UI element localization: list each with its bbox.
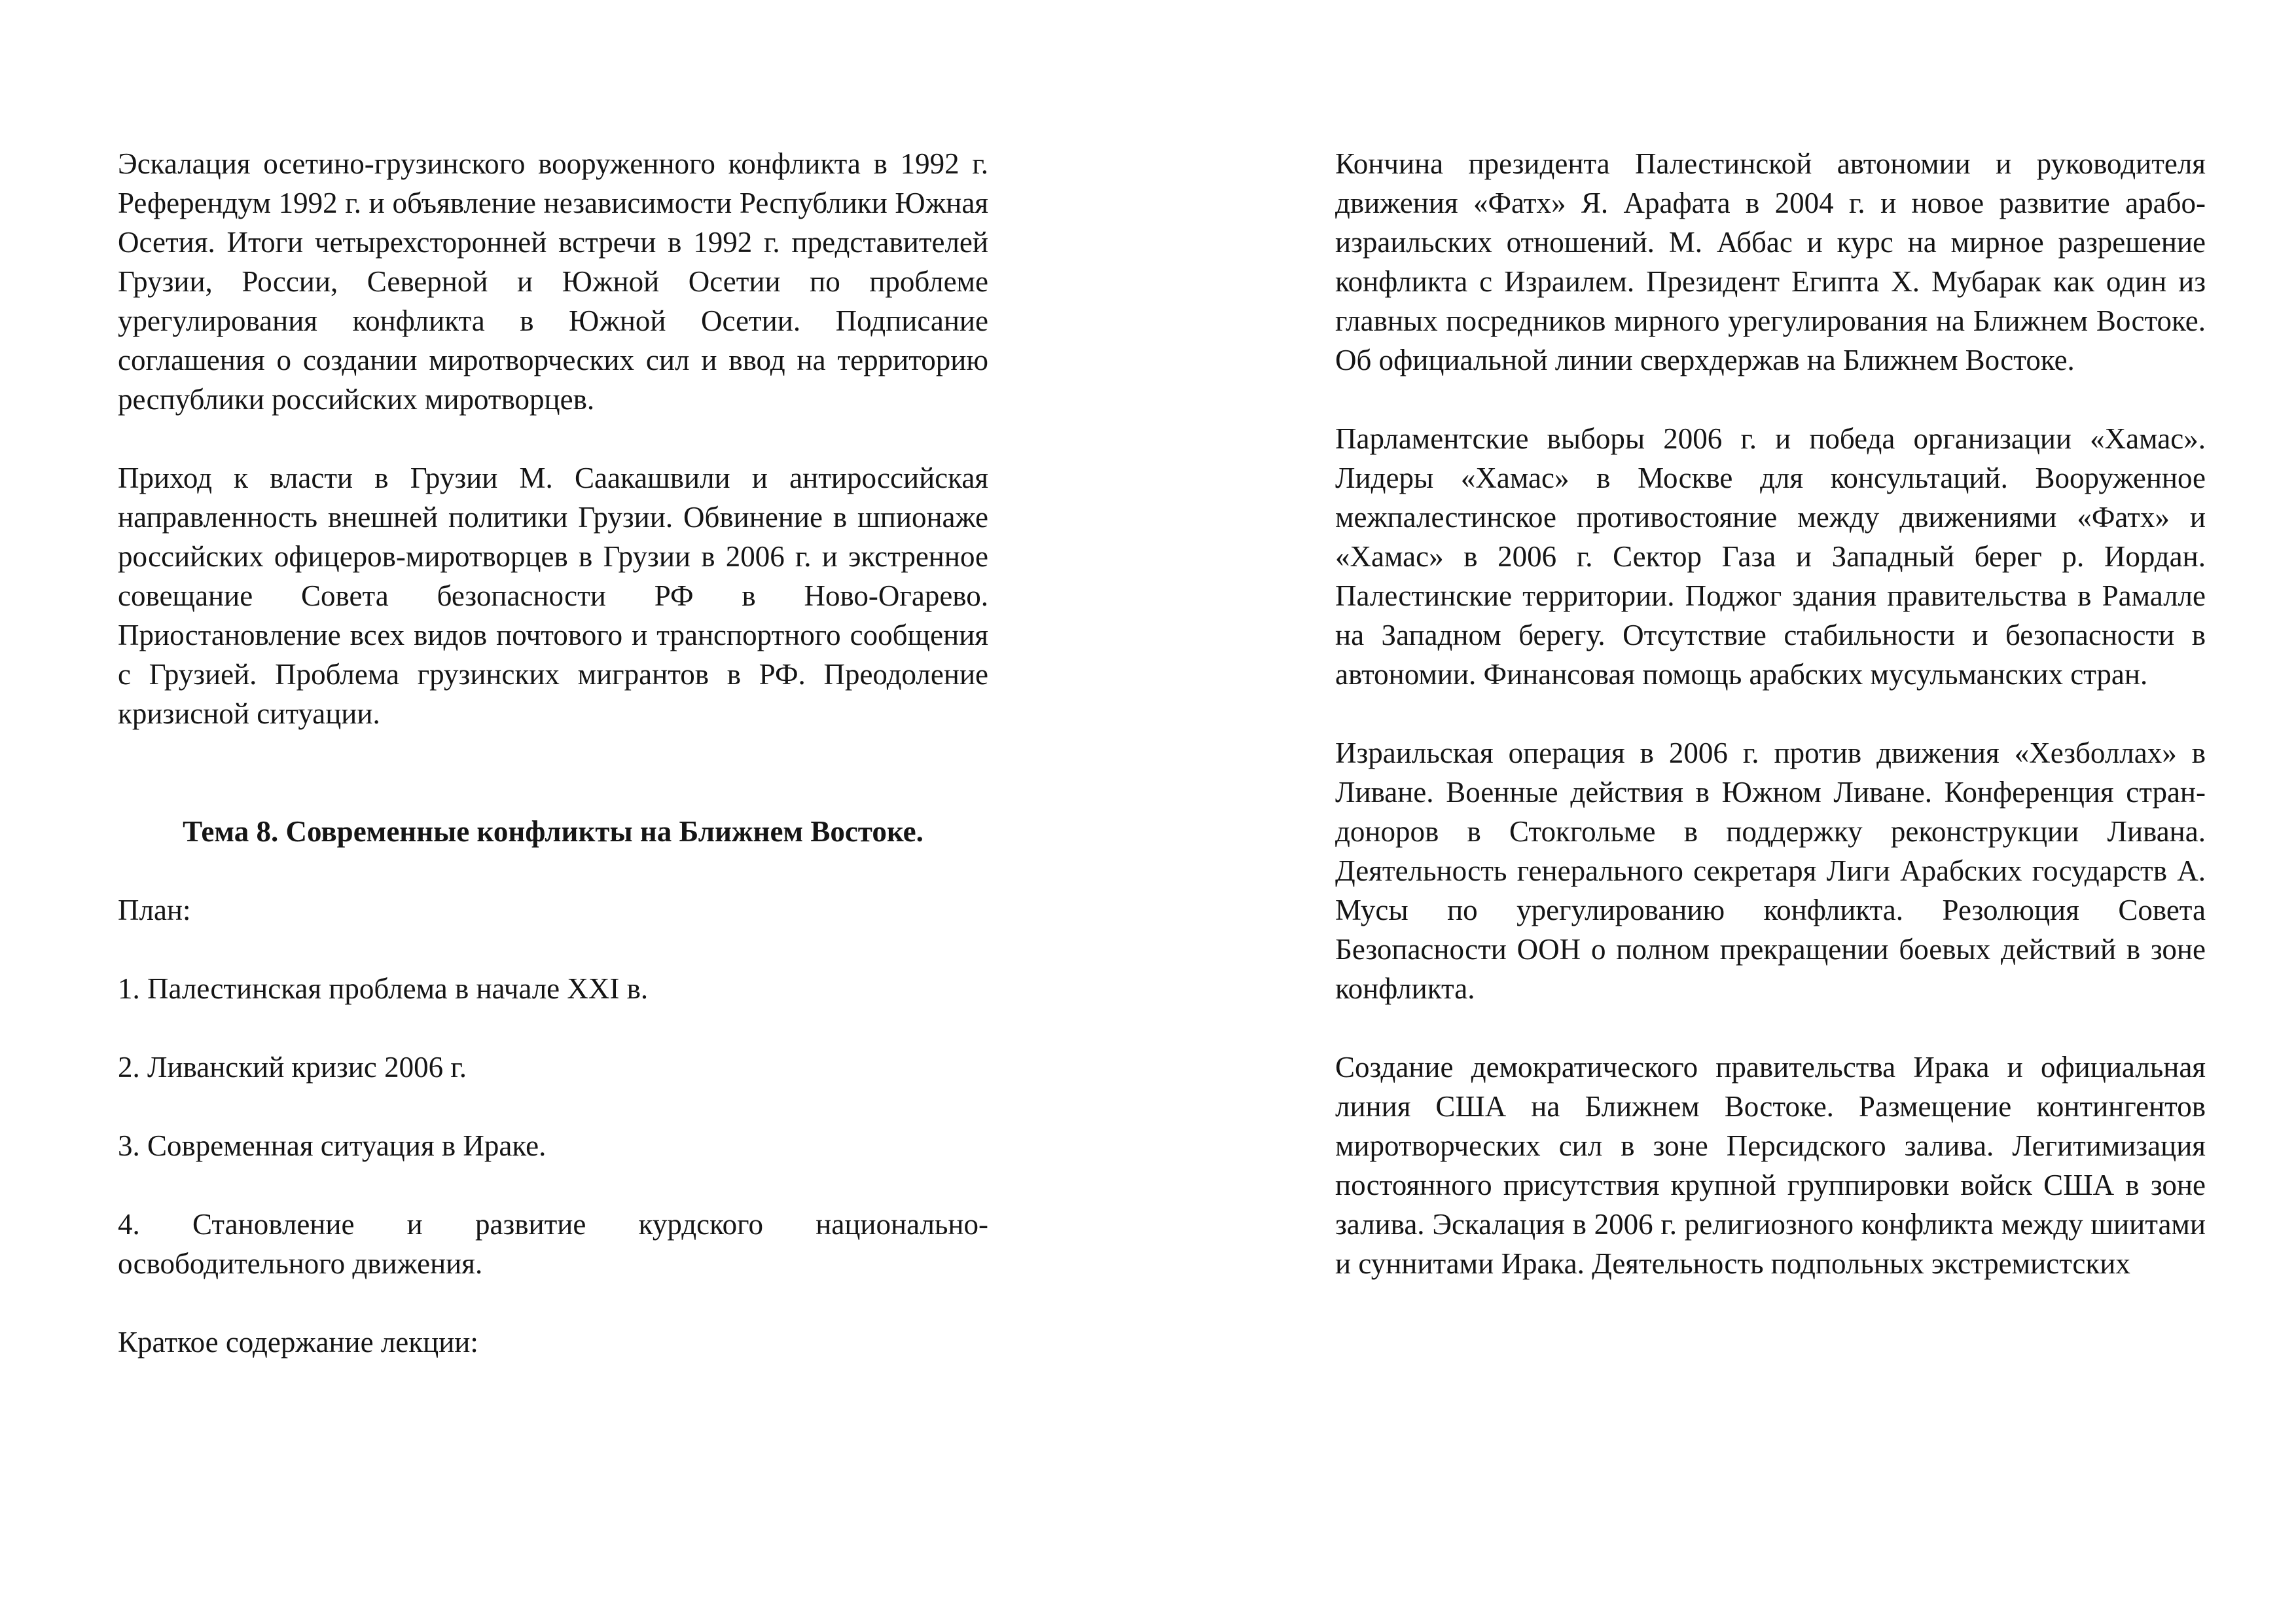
paragraph-arafat-abbas: Кончина президента Палестинской автономии и руководителя движения «Фатх» Я. Арафата в 2004 г. и новое развитие арабо-израильских отношений. М. Аббас и курс на мирное разрешение конфликта с Израилем. Президент Египта Х. Мубарак как один из главных посредников мирного урегулирования на Ближнем Востоке. Об официальной линии сверхдержав на Ближнем Востоке. <box>1335 147 2206 376</box>
paragraph-iraq-government: Создание демократического правительства Ирака и официальная линия США на Ближнем Востоке. Размещение контингентов миротворческих сил в зоне Персидского залива. Легитимизация постоянного присутствия крупной группировки войск США в зоне залива. Эскалация в 2006 г. религиозного конфликта между шиитами и суннитами Ирака. Деятельность подпольных экстремистских <box>1335 1051 2206 1280</box>
section-heading: Тема 8. Современные конфликты на Ближнем Востоке. <box>183 815 924 848</box>
paragraph-georgia-crisis: Приход к власти в Грузии М. Саакашвили и антироссийская направленность внешней политики Грузии. Обвинение в шпионаже российских офицеров-миротворцев в Грузии в 2006 г. и экстренное совещание Совета безопасности РФ в Ново-Огарево. Приостановление всех видов почтового и транспортного сообщения с Грузией. Проблема грузинских мигрантов в РФ. Преодоление кризисной ситуации. <box>118 462 988 730</box>
paragraph-lebanon-operation: Израильская операция в 2006 г. против движения «Хезболлах» в Ливане. Военные действия в Южном Ливане. Конференция стран-доноров в Стокгольме в поддержку реконструкции Ливана. Деятельность генерального секретаря Лиги Арабских государств А. Мусы по урегулированию конфликта. Резолюция Совета Безопасности ООН о полном прекращении боевых действий в зоне конфликта. <box>1335 737 2206 1005</box>
summary-label: Краткое содержание лекции: <box>118 1326 478 1359</box>
paragraph-ossetia-conflict: Эскалация осетино-грузинского вооруженного конфликта в 1992 г. Референдум 1992 г. и объявление независимости Республики Южная Осетия. Итоги четырехсторонней встречи в 1992 г. представителей Грузии, России, Северной и Южной Осетии по проблеме урегулирования конфликта в Южной Осетии. Подписание соглашения о создании миротворческих сил и ввод на территорию республики российских миротворцев. <box>118 147 988 416</box>
plan-label: План: <box>118 894 191 926</box>
plan-item-2: 2. Ливанский кризис 2006 г. <box>118 1051 467 1084</box>
plan-item-3: 3. Современная ситуация в Ираке. <box>118 1129 547 1162</box>
paragraph-hamas-elections: Парламентские выборы 2006 г. и победа организации «Хамас». Лидеры «Хамас» в Москве для консультаций. Вооруженное межпалестинское противостояние между движениями «Фатх» и «Хамас» в 2006 г. Сектор Газа и Западный берег р. Иордан. Палестинские территории. Поджог здания правительства в Рамалле на Западном берегу. Отсутствие стабильности и безопасности в автономии. Финансовая помощь арабских мусульманских стран. <box>1335 422 2206 691</box>
right-column <box>1335 144 2206 1623</box>
plan-item-4: 4. Становление и развитие курдского национально-освободительного движения. <box>118 1208 988 1280</box>
plan-item-1: 1. Палестинская проблема в начале XXI в. <box>118 972 649 1005</box>
left-column <box>118 144 988 1623</box>
